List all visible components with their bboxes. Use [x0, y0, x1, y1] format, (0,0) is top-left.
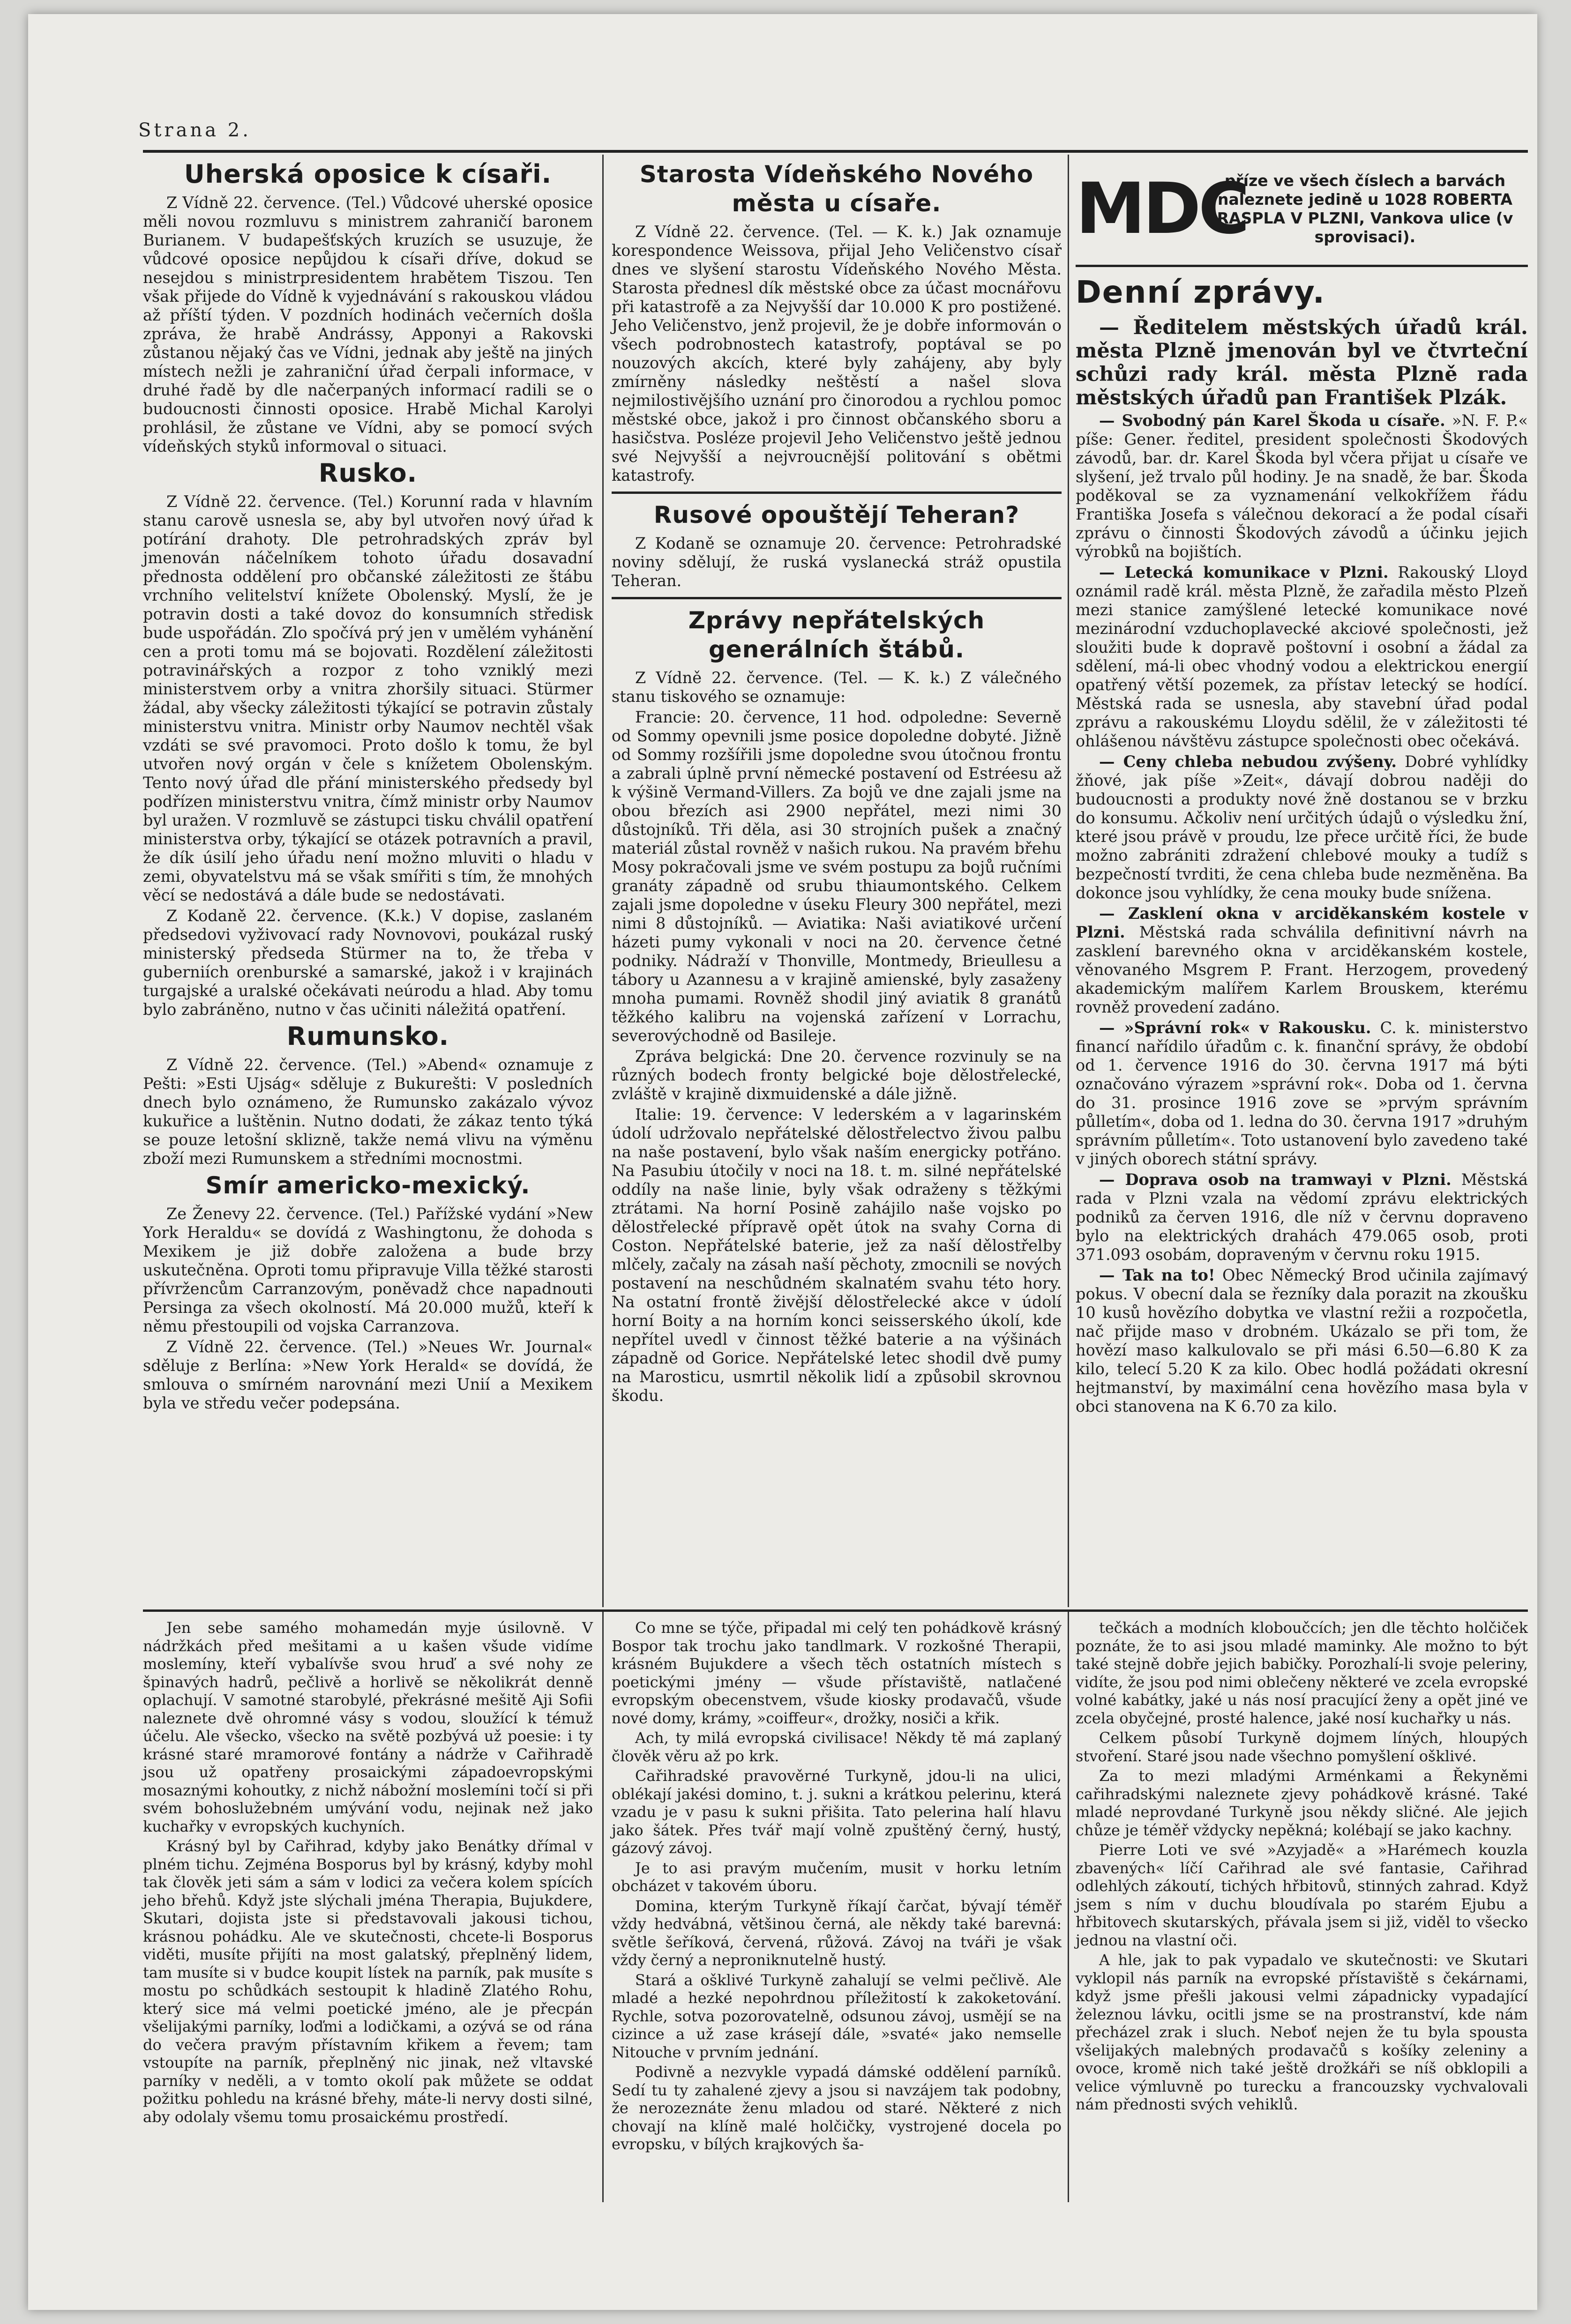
news-item-letecka — [1076, 563, 1528, 751]
advertisement-text: příze ve všech číslech a barvách naleznete jedině u 1028 ROBERTA RASPLA V PLZNI, Vankova ulice (v sprovisaci). — [1217, 171, 1513, 246]
column-3 — [1076, 157, 1528, 1418]
column-2 — [612, 157, 1062, 1407]
feuilleton-paragraph: Celkem působí Turkyně dojmem líných, hloupých stvoření. Staré jsou nade všechno pomyšlení ošklivé. — [1076, 1729, 1528, 1765]
column-divider-2 — [1068, 155, 1069, 1607]
news-item-tak-na-to — [1076, 1266, 1528, 1416]
article-rusko-p1: Z Vídně 22. července. (Tel.) Korunní rada v hlavním stanu carově usnesla se, aby byl utvořen nový úřad k potírání drahoty. Dle petrohradských zpráv byl jmenován náčelníkem tohoto úřadu dosavadní přednosta oddělení pro občanské záležitosti ze štábu vrchního velitelství knížete Obolenský. Myslí, že je potravin dosti a také dovoz do konsumních středisk bude uspořádán. Zlo spočívá prý jen v umělém vyhánění cen a proti tomu má se bojovati. Rozdělení záležitosti potravinářských a rozpor z toho vzniklý mezi ministerstvem orby a vnitra zhoršily situaci. Stürmer žádal, aby všecky záležitosti týkající se potravin zůstaly ministerstvu vnitra. Ministr orby Naumov nechtěl však vzdáti se své pravomoci. Proto došlo k tomu, že byl utvořen nový orgán v čele s knížetem Obolenským. Tento nový úřad dle přání ministerského předsedy byl podřízen ministerstvu vnitra, čímž ministr orby Naumov byl uražen. V rozmluvě se zástupci tisku chválil opatření ministerstva orby, týkající se otázek potravních a pravil, že dík úsilí jeho úřadu není možno mluviti o hladu v zemi, obyvatelstvu má se však smířiti s tím, že mnohých věcí se nedostává a dále bude se nedostávati. — [143, 492, 593, 904]
news-item-skoda — [1076, 411, 1528, 561]
article-stabu-italie: Italie: 19. července: V lederském a v lagarinském údolí udržovalo nepřátelské dělostřelectvo živou palbu na naše postavení, bylo však naším energicky potřáno. Na Pasubiu útočily v noci na 18. t. m. silné nepřátelské oddíly na naše linie, byly však odraženy s těžkými ztrátami. Na horní Posině zahájilo naše vojsko po dělostřelecké přípravě opět útok na svahy Corna di Coston. Nepřátelské baterie, jež za naší dělostřelby mlčely, začaly na zásah naší pěchoty, zmocnili se nových postavení na neschůdném skalnatém svahu této hory. Na ostatní frontě živější dělostřelecké akce v údolí horní Boity a na horním konci seisserského úkolí, kde nepřítel uvedl v činnost těžké baterie a na výšinách západně od Gorice. Nepřátelské letec shodil dvě pumy na Marosticu, usmrtil několik lidí a způsobil skrovnou škodu. — [612, 1105, 1062, 1405]
headline-rusko: Rusko. — [318, 458, 418, 488]
advertisement-mdc — [1076, 160, 1528, 258]
feuilleton-rule — [143, 1609, 1528, 1612]
feuilleton-paragraph: Je to asi pravým mučením, musit v horku letním obcházet v takovém úboru. — [612, 1859, 1062, 1895]
news-item-spravni-rok — [1076, 1019, 1528, 1169]
news-title: — »Správní rok« v Rakousku. — [1099, 1019, 1371, 1037]
feuilleton-paragraph: Za to mezi mladými Arménkami a Řekyněmi cařihradskými naleznete zjevy pohádkově krásné. Také mladé neprovdané Turkyně jsou někdy sličné. Ale jejich chůze je téměř vždycky nepěkná; kolébají se jako kachny. — [1076, 1767, 1528, 1839]
headline-starosta: Starosta Vídeňského Nového města u císaře. — [639, 161, 1034, 217]
article-rule — [612, 597, 1062, 599]
feuilleton-paragraph: A hle, jak to pak vypadalo ve skutečnosti: ve Skutari vyklopil nás parník na evropské přístaviště s čekárnami, když jsme přešli jakousi velmi západnicky vypadající železnou lávku, ocitli jsme se na prostranství, kde nám přecházel zrak i sluch. Neboť nejen že tu byla spousta všelijakých malebných prodavačů s košíky zeleniny a ovoce, kromě nich také ještě drožkáři se níš obklopili a velice výmluvně po turecku a francouzsky vychvalovali nám přednosti svých vehiklů. — [1076, 1951, 1528, 2113]
page-number: Strana 2. — [138, 119, 251, 141]
feuilleton-column-3 — [1076, 1619, 1528, 2115]
article-smir-p1: Ze Ženevy 22. července. (Tel.) Pařížské vydání »New York Heraldu« se dovídá z Washingtonu, že dohoda s Mexikem je již dobře založena a bude brzy uskutečněna. Oproti tomu připravuje Villa těžké starosti přívržencům Carranzovým, poněvadž chce napadnouti Persinga za všech okolností. Má 20.000 mužů, kteří k němu přestoupili od vojska Carranzova. — [143, 1205, 593, 1335]
feuilleton-paragraph: tečkách a modních kloboučcích; jen dle těchto holčiček poznáte, že to asi jsou mladé maminky. Ale možno to být také stejně dobře jejich babičky. Porozhalí-li svoje peleriny, vidíte, že jsou pod nimi oblečeny některé ve zcela evropské volné kabátky, jaké u nás nosí pracující ženy a opět jiné ve zcela obyčejné, prosté halence, jaké nosí kuchařky u nás. — [1076, 1619, 1528, 1727]
article-rumunsko-text: Z Vídně 22. července. (Tel.) »Abend« oznamuje z Pešti: »Esti Ujság« sděluje z Bukurešti: V posledních dnech bylo oznámeno, že Rumunsko zakázalo vývoz kukuřice a luštěnin. Nutno dodati, že zákaz tento týká se pouze letošní sklizně, takže nemá vlivu na výměnu zboží mezi Rumunskem a středními mocnostmi. — [143, 1056, 593, 1168]
news-item-tramway — [1076, 1170, 1528, 1264]
headline-uherska-oposice: Uherská oposice k císaři. — [184, 159, 552, 189]
feuilleton-paragraph: Jen sebe samého mohamedán myje úsilovně. V nádržkách před mešitami a u kašen všude vidíme moslemíny, kteří vybalívše svou hruď a své nohy ze špinavých hadrů, pečlivě a horlivě se několikrát denně oplachují. V samotné starobylé, překrásné mešitě Aji Sofii naleznete dvě ohromné vásy s vodou, sloužící k témuž účelu. Ale všecko, všecko na světě pozbývá už poesie: i ty krásné staré mramorové fontány a nádrže v Cařihradě jsou už opatřeny prosaickými západoevropskými mosaznými kohoutky, z nichž nábožní moslemíni točí si při svém bohoslužebném umývání vodu, nejinak než jako kuchařky v evropských kuchyních. — [143, 1619, 593, 1835]
article-teheran-text: Z Kodaně se oznamuje 20. července: Petrohradské noviny sdělují, že ruská vyslanecká stráž opustila Teheran. — [612, 534, 1062, 590]
feuilleton-column-2 — [612, 1619, 1062, 2155]
feuilleton-paragraph: Domina, kterým Turkyně říkají čarčat, bývají téměř vždy hedvábná, většinou černá, ale někdy také barevná: světle šeříková, červená, růžová. Závoj na tváři je však vždy černý a neproniknutelně hustý. — [612, 1897, 1062, 1969]
news-text: Obec Německý Brod učinila zajímavý pokus. V obecní dala se řezníky dala porazit na zkoušku 10 kusů hovězího dobytka ve vlastní režii a rozpočetla, nač přijde maso v drobném. Ukázalo se při tom, že hovězí maso kalkulovalo se při mási 6.50—6.80 K za kilo, telecí 5.20 K za kilo. Obec hodlá požádati okresní hejtmanství, by maximální cena hovězího masa byla v obci stanovena na K 6.70 za kilo. — [1076, 1266, 1528, 1415]
newspaper-page — [28, 14, 1537, 2310]
news-title: — Doprava osob na tramwayi v Plzni. — [1099, 1170, 1451, 1189]
news-item-chleba — [1076, 752, 1528, 902]
news-title: — Ceny chleba nebudou zvýšeny. — [1099, 752, 1397, 771]
headline-rumunsko: Rumunsko. — [286, 1021, 449, 1051]
news-text: Rakouský Lloyd oznámil radě král. města Plzně, že zařadila město Plzeň mezi stanice zamýšlené letecké komunikace nové mezinárodní vzduchoplavecké akciové společnosti, jež sloužiti bude k dopravě poštovní i osobní a žádal za sdělení, má-li obec vhodný vodou a elektrickou energií opatřený větší pozemek, za přístav letecký se hodící. Městská rada se usnesla, aby stavební úřad podal zprávu a rakouskému Lloydu sdělil, že v záležitosti té ohlášenou návštěvu zástupce společnosti obec očekává. — [1076, 563, 1528, 750]
column-1 — [143, 157, 593, 1415]
header-rule — [143, 150, 1528, 153]
feuilleton-paragraph: Podivně a nezvykle vypadá dámské oddělení parníků. Sedí tu ty zahalené zjevy a jsou si navzájem tak podobny, že nerozeznáte ženu mladou od staré. Některé z nich chovají na klíně malé holčičky, vystrojené docela po evropsku, v bílých krajkových ša- — [612, 2063, 1062, 2153]
article-starosta-text: Z Vídně 22. července. (Tel. — K. k.) Jak oznamuje korespondence Weissova, přijal Jeho Veličenstvo císař dnes ve slyšení starostu Vídeňského Nového Města. Starosta přednesl dík městské obce za účast mocnářovu při katastrofě a za Nejvyšší dar 10.000 K pro postižené. Jeho Veličenstvo, jenž projevil, že je dobře informován o všech podrobnostech katastrofy, poptával se po nouzových akcích, které byly zahájeny, aby byly zmírněny následky neštěstí a našel slova nejmilostivějšího uznání pro činorodou a rychlou pomoc městské obce, jakož i pro činnost občanského sboru a hasičstva. Posléze projevil Jeho Veličenstvo ještě jednou své Nejvyšší a nejvroucnější politování s obětmi katastrofy. — [612, 223, 1062, 484]
news-title: — Zasklení okna v arciděkanském kostele v Plzni. — [1076, 904, 1528, 941]
feuilleton-paragraph: Ach, ty milá evropská civilisace! Někdy tě má zaplaný člověk věru až po krk. — [612, 1729, 1062, 1765]
headline-smir-americko-mexicky: Smír americko-mexický. — [205, 1172, 531, 1199]
section-denni-zpravy: Denní zprávy. — [1076, 274, 1325, 310]
news-text: »N. F. P.« píše: Gener. ředitel, president společnosti Škodových závodů, bar. dr. Karel Škoda byl včera přijat u císaře ve slyšení, jež trvalo půl hodiny. Je na snadě, že bar. Škoda poděkoval se za vyznamenání velkokřížem řádu Františka Josefa s válečnou dekorací a že podal císaři zprávu o činnosti Škodových závodů a účinku jejich výrobků na bojištích. — [1076, 411, 1528, 561]
feuilleton-paragraph: Krásný byl by Cařihrad, kdyby jako Benátky dřímal v plném tichu. Zejména Bosporus byl by krásný, kdyby mohl tak člověk jeti sám a sám v lodici za večera kolem spících jeho břehů. Když jste slýchali jména Therapia, Bujukdere, Skutari, dojista jste si představovali jakousi tichou, krásnou pohádku. Ale ve skutečnosti, chcete-li Bosporus viděti, musíte přijíti na most galatský, přeplněný lidem, tam musíte si v budce koupit lístek na parník, pak musíte s mostu po schůdkách sestoupit k hladině Zlatého Rohu, který sice má velmi poetické jméno, ale je přecpán všelijakými parníky, loďmi a lodičkami, a ozývá se od rána do večera pravým přístavním křikem a řevem; tam vstoupíte na parník, přeplněný nic jinak, než vltavské parníky v neděli, a v tomto okolí pak můžete se oddat požitku pohledu na krásné břehy, máte-li nervy dosti silné, aby odolaly všemu tomu prosaickému prostředí. — [143, 1837, 593, 2126]
news-title: — Letecká komunikace v Plzni. — [1099, 563, 1389, 581]
feuilleton-paragraph: Pierre Loti ve své »Azyjadě« a »Harémech kouzla zbavených« líčí Cařihrad ale své fantasie, Cařihrad odlehlých zákoutí, tichých hřbitovů, stinných zahrad. Když jsem s ním v duchu bloudívala po starém Ejubu a hřbitovech skutarských, přávala jsem si již, viděl to všecko jednou na vlastní oči. — [1076, 1841, 1528, 1949]
ad-rule — [1076, 265, 1528, 267]
mdc-logo: MDC — [1076, 168, 1247, 250]
article-smir-p2: Z Vídně 22. července. (Tel.) »Neues Wr. Journal« sděluje z Berlína: »New York Herald« se dovídá, že smlouva o smírném narovnání mezi Unií a Mexikem byla ve středu večer podepsána. — [143, 1338, 593, 1412]
feuilleton-divider-2 — [1068, 1612, 1069, 2202]
article-stabu-belgie: Zpráva belgická: Dne 20. července rozvinuly se na různých bodech fronty belgické boje dělostřelecké, zvláště v krajině dixmuidenské a dále jižně. — [612, 1047, 1062, 1103]
article-rule — [612, 492, 1062, 494]
column-divider-1 — [602, 155, 604, 1607]
news-title: — Svobodný pán Karel Škoda u císaře. — [1099, 411, 1445, 430]
article-rusko-p2: Z Kodaně 22. července. (K.k.) V dopise, zaslaném předsedovi vyživovací rady Novnovovi, poukázal ruský ministerský předseda Stürmer na to, že třeba v guberniích orenburské a samarské, jakož i v krajinách turgajské a uralské očekávati neúrodu a hlad. Aby tomu bylo zabráněno, nutno v čas učiniti náležitá opatření. — [143, 907, 593, 1019]
news-text: Dobré vyhlídky žňové, jak píše »Zeit«, dávají dobrou naději do budoucnosti a produkty nové žně dostanou se v brzku do konsumu. Ačkoliv není určitých údajů o výsledku žní, které jsou právě v proudu, lze přece určitě říci, že bude možno zabrániti zdražení chlebové mouky a tudíž s bezpečností tvrditi, že cena chleba bude nezměněna. Ba dokonce jsou vyhlídky, že cena mouky bude snížena. — [1076, 752, 1528, 902]
article-stabu-francie: Francie: 20. července, 11 hod. odpoledne: Severně od Sommy opevnili jsme posice dopoledne dobyté. Jižně od Sommy rozšířili jsme dopoledne svou útočnou frontu a zabrali úplně první německé postavení od Estréesu až k výšině Vermand-Villers. Za bojů ve dne zajali jsme na obou březích asi 2900 nepřátel, mezi nimi 30 důstojníků. Tři děla, asi 30 strojních pušek a značný materiál zůstal rovněž v našich rukou. Na pravém břehu Mosy pokračovali jsme ve svém postupu za bojů ručními granáty západně od srubu thiaumontského. Celkem zajali jsme dopoledne v úseku Fleury 300 nepřátel, mezi nimi 8 důstojníků. — Aviatika: Naši aviatikové určení házeti pumy vykonali v noci na 20. července četné podniky. Nádraží v Thonville, Montmedy, Brieullesu a tábory u Azannesu a v krajině amienské, byly zasaženy mnoha pumami. Rovněž shodil jiný aviatik 8 granátů těžkého kalibru na vojenská zařízení v Lorrachu, severovýchodně od Basileje. — [612, 708, 1062, 1045]
news-text: C. k. ministerstvo financí nařídilo úřadům c. k. finanční správy, že období od 1. července 1916 do 30. června 1917 má býti označováno výrazem »správní rok«. Doba od 1. června do 31. prosince 1916 zove se »prvým správním půlletím«, doba od 1. ledna do 30. června 1917 »druhým správním půlletím«. Toto ustanovení bylo zavedeno také v jiných oborech státní správy. — [1076, 1019, 1528, 1168]
feuilleton-column-1 — [143, 1619, 593, 2128]
article-stabu-p1: Z Vídně 22. července. (Tel. — K. k.) Z válečného stanu tiskového se oznamuje: — [612, 669, 1062, 706]
news-title: — Tak na to! — [1099, 1266, 1215, 1284]
feuilleton-paragraph: Co mne se týče, připadal mi celý ten pohádkově krásný Bospor tak trochu jako tandlmark. V rozkošné Therapii, krásném Bujukdere a všech těch ostatních místech s poetickými jmény — všude přístaviště, natlačené evropským obecenstvem, všude kiosky prodavačů, všude nové domy, krámy, »coiffeur«, drožky, nosiči a křik. — [612, 1619, 1062, 1727]
news-text: Městská rada schválila definitivní návrh na zasklení barevného okna v arciděkanském kostele, věnovaného Msgrem P. Frant. Herzogem, provedený akademickým malířem Karlem Brouskem, kterému rovněž provedení zadáno. — [1076, 923, 1528, 1016]
headline-rusove-teheran: Rusové opouštějí Teheran? — [653, 501, 1020, 529]
article-uherska-oposice-text: Z Vídně 22. července. (Tel.) Vůdcové uherské oposice měli novou rozmluvu s ministrem zahraničí baronem Burianem. V budapešťských kruzích se usuzuje, že vůdcové oposice nepůjdou k císaři dříve, dokud se nesejdou s ministrpresidentem hrabětem Tiszou. Ten však přijede do Vídně k vyjednávání s rakouskou vládou až příští týden. V pozdních hodinách večerních došla zpráva, že hrabě Andrássy, Apponyi a Rakovski zůstanou nějaký čas ve Vídni, jednak aby ještě na jiných místech nežli je zahraniční úřad čerpali informace, v druhé řadě by dle načerpaných informací radili se o budoucnosti činnosti oposice. Hrabě Michal Karolyi prohlásil, že zůstane ve Vídni, aby se pomocí svých vídeňských styků informoval o situaci. — [143, 194, 593, 455]
feuilleton-paragraph: Stará a ošklivé Turkyně zahalují se velmi pečlivě. Ale mladé a hezké nepohrdnou příležitostí k zakoketování. Rychle, sotva pozorovatelně, odsunou závoj, usmějí se na cizince a už zase krásejí dále, »svaté« jako nemselle Nitouche v prvním jednání. — [612, 1971, 1062, 2061]
feuilleton-divider-1 — [602, 1612, 604, 2202]
headline-zpravy-stabu: Zprávy nepřátelských generálních štábů. — [688, 607, 985, 663]
news-item-zaskleni — [1076, 904, 1528, 1017]
feuilleton-paragraph: Cařihradské pravověrné Turkyně, jdou-li na ulici, oblékají jakési domino, t. j. sukni a krátkou pelerinu, která vzadu je v pasu k sukni přišita. Tato pelerina halí hlavu jako šátek. Přes tvář mají volně zpuštěný černý, hustý, gázový závoj. — [612, 1767, 1062, 1857]
news-text: Městská rada v Plzni vzala na vědomí zprávu elektrických podniků za červen 1916, dle níž v červnu dopraveno bylo na elektrických drahách 479.065 osob, proti 371.093 osobám, dopraveným v červnu roku 1915. — [1076, 1170, 1528, 1264]
news-item-reditelem: — Ředitelem městských úřadů král. města Plzně jmenován byl ve čtvrteční schůzi rady král. města Plzně rada městských úřadů pan František Plzák. — [1076, 316, 1528, 410]
